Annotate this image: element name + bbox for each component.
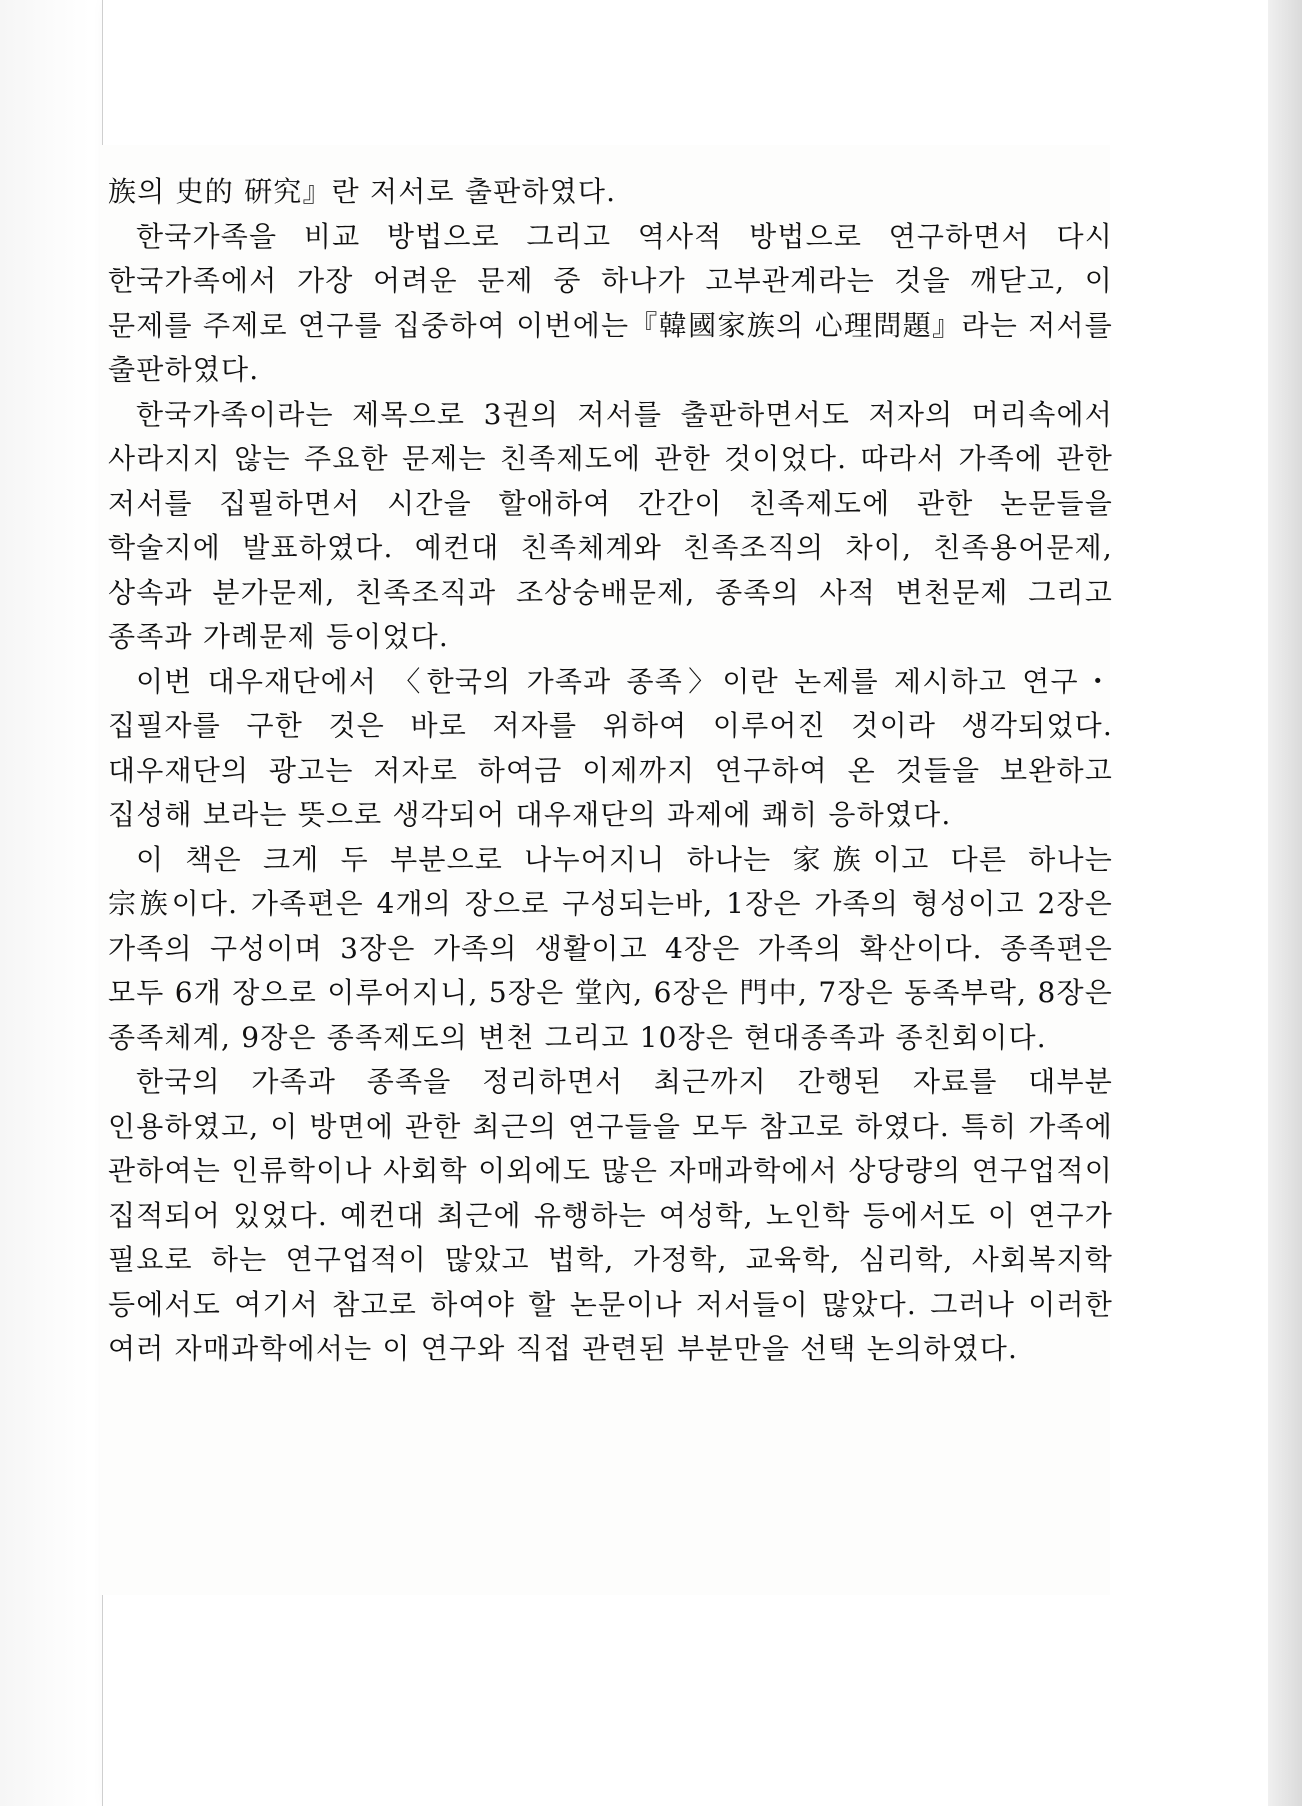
paragraph-comparative-method: 한국가족을 비교 방법으로 그리고 역사적 방법으로 연구하면서 다시 한국가족에서 가장 어려운 문제 중 하나가 고부관계라는 것을 깨닫고, 이 문제를 주제로 연구를 집중하여 이번에는『韓國家族의 心理問題』라는 저서를 출판하였다.: [108, 219, 1113, 386]
paragraph-references: 한국의 가족과 종족을 정리하면서 최근까지 간행된 자료를 대부분 인용하였고, 이 방면에 관한 최근의 연구들을 모두 참고로 하였다. 특히 가족에 관하여는 인류학이나 사회학 이외에도 많은 자매과학에서 상당량의 연구업적이 집적되어 있었다. 예컨대 최근에 유행하는 여성학, 노인학 등에서도 이 연구가 필요로 하는 연구업적이 많았고 법학, 가정학, 교육학, 심리학, 사회복지학 등에서도 여기서 참고로 하여야 할 논문이나 저서들이 많았다. 그러나 이러한 여러 자매과학에서는 이 연구와 직접 관련된 부분만을 선택 논의하였다.: [108, 1065, 1113, 1365]
window-right-edge: [1268, 0, 1302, 1806]
paragraph-book-structure: 이 책은 크게 두 부분으로 나누어지니 하나는 家族이고 다른 하나는 宗族이다. 가족편은 4개의 장으로 구성되는바, 1장은 가족의 형성이고 2장은 가족의 구성이며 3장은 가족의 생활이고 4장은 가족의 확산이다. 종족편은 모두 6개 장으로 이루어지니, 5장은 堂內, 6장은 門中, 7장은 동족부락, 8장은 종족체계, 9장은 종족제도의 변천 그리고 10장은 현대종족과 종친회이다.: [108, 842, 1113, 1054]
paragraph-kinship-system: 한국가족이라는 제목으로 3권의 저서를 출판하면서도 저자의 머리속에서 사라지지 않는 주요한 문제는 친족제도에 관한 것이었다. 따라서 가족에 관한 저서를 집필하면서 시간을 할애하여 간간이 친족제도에 관한 논문들을 학술지에 발표하였다. 예컨대 친족체계와 친족조직의 차이, 친족용어문제, 상속과 분가문제, 친족조직과 조상숭배문제, 종족의 사적 변천문제 그리고 종족과 가례문제 등이었다.: [108, 397, 1113, 653]
page-body-text: [108, 170, 1113, 1372]
paragraph-continuation: 族의 史的 硏究』란 저서로 출판하였다.: [108, 175, 617, 208]
paragraph-daewoo-foundation: 이번 대우재단에서 〈한국의 가족과 종족〉이란 논제를 제시하고 연구・집필자를 구한 것은 바로 저자를 위하여 이루어진 것이라 생각되었다. 대우재단의 광고는 저자로 하여금 이제까지 연구하여 온 것들을 보완하고 집성해 보라는 뜻으로 생각되어 대우재단의 과제에 쾌히 응하였다.: [108, 664, 1113, 831]
